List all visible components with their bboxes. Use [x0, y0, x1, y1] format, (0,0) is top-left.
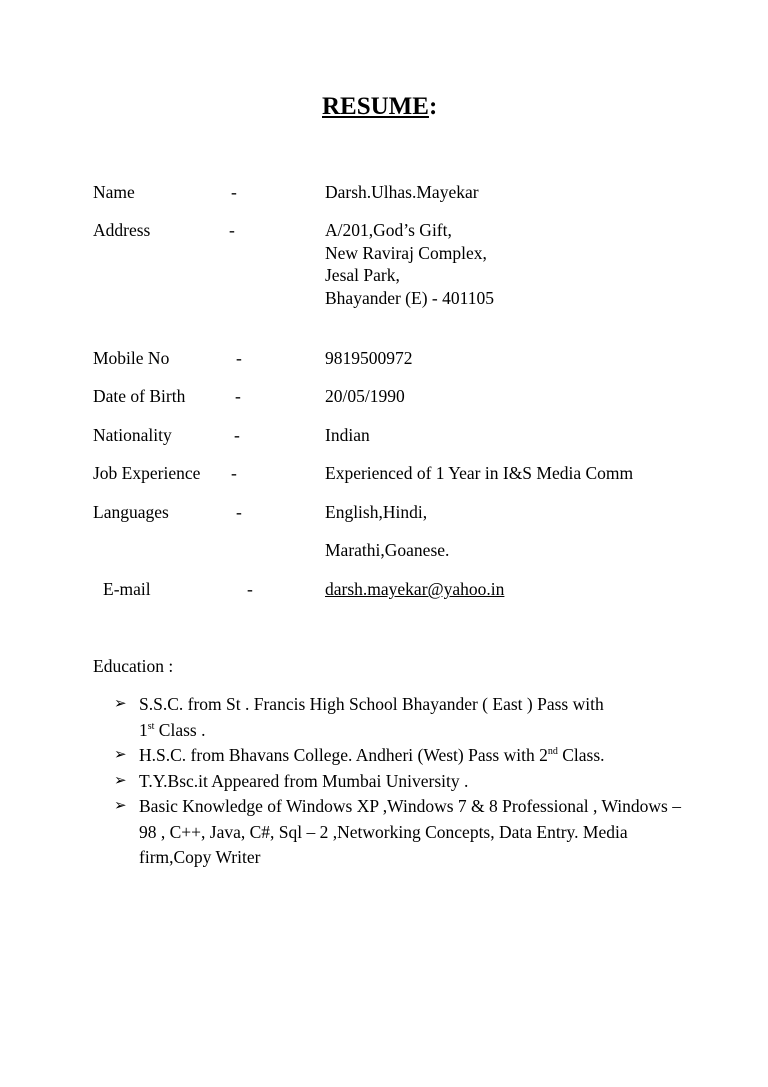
dob-label: Date of Birth: [93, 386, 186, 406]
languages-dash: -: [236, 502, 242, 522]
experience-label: Job Experience: [93, 463, 201, 483]
address-line: New Raviraj Complex,: [325, 242, 487, 263]
address-line: Bhayander (E) - 401105: [325, 287, 494, 308]
title-colon: :: [428, 93, 438, 120]
nationality-label: Nationality: [93, 425, 172, 445]
email-dash: -: [247, 579, 253, 599]
dob-value: 20/05/1990: [325, 386, 405, 406]
education-heading: Education :: [93, 656, 174, 676]
address-label: Address: [93, 220, 151, 240]
mobile-label: Mobile No: [93, 348, 170, 368]
nationality-dash: -: [234, 425, 240, 445]
name-value: Darsh.Ulhas.Mayekar: [325, 182, 479, 202]
address-line: Jesal Park,: [325, 265, 400, 285]
email-label: E-mail: [103, 579, 151, 599]
dob-dash: -: [235, 386, 241, 406]
ssc-class-num: 1: [139, 719, 148, 740]
education-item-ssc: [114, 692, 694, 743]
name-label: Name: [93, 182, 135, 202]
title-text: RESUME: [322, 93, 429, 120]
education-item-tybsc: [114, 769, 694, 795]
education-item-skills: [114, 794, 694, 871]
education-item-hsc: [114, 743, 694, 769]
hsc-after: Class.: [557, 745, 605, 765]
experience-dash: -: [231, 463, 237, 483]
experience-value: Experienced of 1 Year in I&S Media Comm: [325, 463, 634, 483]
languages-label: Languages: [93, 502, 169, 522]
languages-value-line1: English,Hindi,: [325, 502, 428, 522]
address-line: A/201,God’s Gift,: [325, 220, 452, 240]
address-value: [325, 219, 494, 309]
mobile-value: 9819500972: [325, 348, 413, 368]
arrow-bullet-icon: ➢: [114, 696, 127, 712]
nationality-value: Indian: [325, 425, 370, 445]
ssc-text: S.S.C. from St . Francis High School Bhayander ( East ) Pass with: [139, 694, 604, 714]
arrow-bullet-icon: ➢: [114, 798, 127, 814]
arrow-bullet-icon: ➢: [114, 747, 127, 763]
mobile-dash: -: [236, 348, 242, 368]
education-list: [114, 692, 694, 871]
languages-value-line2: Marathi,Goanese.: [325, 540, 450, 560]
ssc-class-sup: st: [147, 720, 155, 732]
name-dash: -: [231, 182, 237, 202]
arrow-bullet-icon: ➢: [114, 772, 127, 789]
page-title: [322, 93, 437, 121]
skills-text: Basic Knowledge of Windows XP ,Windows 7 & 8 Professional , Windows – 98 , C++, Java, C#, Sql – 2 ,Networking Concepts, Data Entry. Media firm,Copy Writer: [139, 796, 681, 867]
hsc-text: H.S.C. from Bhavans College. Andheri (West) Pass with 2: [139, 745, 548, 765]
tybsc-text: T.Y.Bsc.it Appeared from Mumbai University .: [139, 770, 469, 791]
email-link[interactable]: darsh.mayekar@yahoo.in: [325, 579, 505, 599]
address-dash: -: [229, 220, 235, 240]
ssc-class-after: Class .: [154, 719, 206, 740]
hsc-sup: nd: [547, 746, 558, 758]
